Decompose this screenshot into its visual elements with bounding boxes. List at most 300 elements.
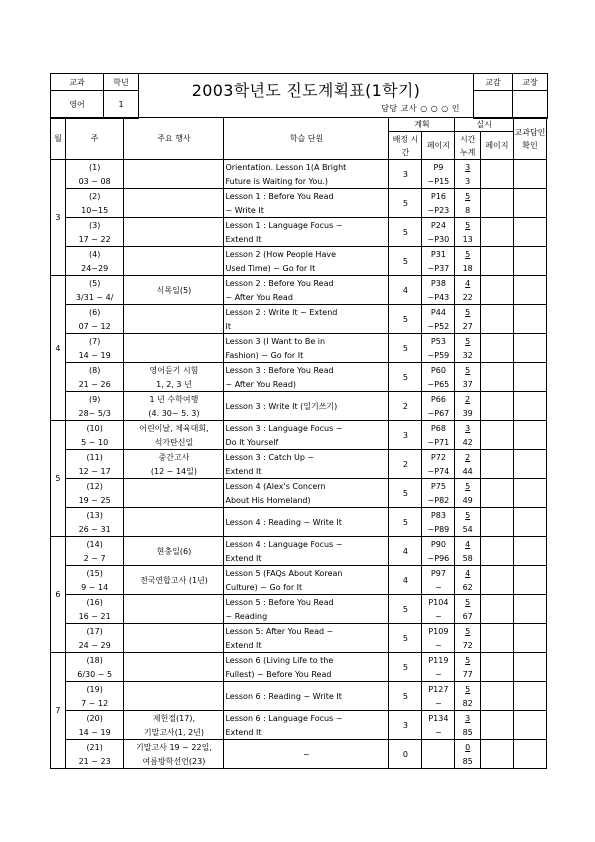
unit-line-1: Lesson 5 : Before You Read <box>224 595 389 610</box>
plan-page-start: P109 <box>422 624 455 639</box>
plan-hours: 2 <box>389 392 422 421</box>
actual-hours: 5 <box>455 218 481 233</box>
actual-hours: 3 <box>455 160 481 175</box>
week-number: (12) <box>65 479 124 494</box>
actual-hours: 5 <box>455 479 481 494</box>
week-number: (21) <box>65 740 124 755</box>
actual-hours: 5 <box>455 363 481 378</box>
plan-page-start: P127 <box>422 682 455 697</box>
plan-hours: 5 <box>389 653 422 682</box>
plan-page-end: ~ <box>422 725 455 740</box>
col-week: 주 <box>65 118 124 160</box>
plan-page-end: ~P43 <box>422 290 455 305</box>
plan-page-start: P24 <box>422 218 455 233</box>
plan-page-end: ~ <box>422 696 455 711</box>
plan-hours: 3 <box>389 711 422 740</box>
plan-hours: 3 <box>389 421 422 450</box>
unit-line-1: Lesson 5: After You Read ~ <box>224 624 389 639</box>
actual-page-cell <box>480 566 513 595</box>
actual-cumulative: 82 <box>455 696 481 711</box>
plan-hours: 5 <box>389 218 422 247</box>
actual-hours: 4 <box>455 537 481 552</box>
plan-page-end: ~ <box>422 580 455 595</box>
actual-hours: 2 <box>455 392 481 407</box>
event-cell <box>124 595 224 624</box>
plan-page-start: P16 <box>422 189 455 204</box>
week-dates: 6/30 ~ 5 <box>65 667 124 682</box>
actual-cumulative: 27 <box>455 319 481 334</box>
month-cell: 6 <box>51 537 66 653</box>
event-line-1: 중간고사 <box>124 450 224 465</box>
plan-page-start: P134 <box>422 711 455 726</box>
plan-page-end: ~P82 <box>422 493 455 508</box>
week-dates: 10~15 <box>65 203 124 218</box>
plan-page-start: P97 <box>422 566 455 581</box>
week-number: (1) <box>65 160 124 175</box>
week-row <box>51 566 547 581</box>
confirm-cell <box>513 711 546 740</box>
actual-page-cell <box>480 305 513 334</box>
actual-page-cell <box>480 624 513 653</box>
week-dates: 16 ~ 21 <box>65 609 124 624</box>
week-number: (13) <box>65 508 124 523</box>
actual-hours: 5 <box>455 508 481 523</box>
week-row-sub <box>51 377 547 392</box>
plan-page-start: P90 <box>422 537 455 552</box>
week-number: (4) <box>65 247 124 262</box>
unit-line-1: Lesson 1 : Language Focus ~ <box>224 218 389 233</box>
week-row <box>51 740 547 755</box>
event-line-1: 영어듣기 시험 <box>124 363 224 378</box>
principal-sign <box>513 91 548 119</box>
actual-page-cell <box>480 160 513 189</box>
event-cell <box>124 160 224 189</box>
week-number: (2) <box>65 189 124 204</box>
col-plan: 계획 <box>389 118 455 132</box>
confirm-cell <box>513 363 546 392</box>
week-number: (18) <box>65 653 124 668</box>
actual-hours: 5 <box>455 189 481 204</box>
actual-hours: 4 <box>455 566 481 581</box>
plan-hours: 4 <box>389 537 422 566</box>
actual-page-cell <box>480 247 513 276</box>
week-number: (7) <box>65 334 124 349</box>
plan-page-end: ~P65 <box>422 377 455 392</box>
unit-line-1: Lesson 2 (How People Have <box>224 247 389 262</box>
plan-hours: 5 <box>389 479 422 508</box>
col-actual-page: 페이지 <box>480 132 513 160</box>
teacher-line: 담당 교사 ○ ○ ○ 인 <box>381 104 460 113</box>
plan-hours: 5 <box>389 247 422 276</box>
week-number: (3) <box>65 218 124 233</box>
actual-hours: 5 <box>455 305 481 320</box>
actual-cumulative: 37 <box>455 377 481 392</box>
plan-hours: 5 <box>389 624 422 653</box>
event-line-2: 여름방학선언(23) <box>124 754 224 769</box>
unit-line-2: ~ After You Read <box>224 290 389 305</box>
plan-page-end: ~ <box>422 638 455 653</box>
actual-cumulative: 85 <box>455 725 481 740</box>
confirm-cell <box>513 392 546 421</box>
plan-page-end: ~P52 <box>422 319 455 334</box>
actual-cumulative: 62 <box>455 580 481 595</box>
week-dates: 17 ~ 22 <box>65 232 124 247</box>
plan-hours: 4 <box>389 276 422 305</box>
actual-hours: 5 <box>455 334 481 349</box>
event-cell <box>124 218 224 247</box>
week-dates: 28~ 5/3 <box>65 406 124 421</box>
event-cell: 현충일(6) <box>124 537 224 566</box>
month-cell: 7 <box>51 653 66 769</box>
plan-page-end: ~P96 <box>422 551 455 566</box>
week-number: (14) <box>65 537 124 552</box>
week-row <box>51 305 547 320</box>
week-row <box>51 711 547 726</box>
confirm-cell <box>513 595 546 624</box>
plan-page-start: P31 <box>422 247 455 262</box>
actual-cumulative: 67 <box>455 609 481 624</box>
plan-hours: 5 <box>389 189 422 218</box>
actual-page-cell <box>480 595 513 624</box>
col-actual: 실시 <box>455 118 514 132</box>
event-cell <box>124 247 224 276</box>
event-cell <box>124 305 224 334</box>
plan-page-end: ~P23 <box>422 203 455 218</box>
actual-cumulative: 77 <box>455 667 481 682</box>
unit-line-1: Lesson 2 : Before You Read <box>224 276 389 291</box>
actual-cumulative: 44 <box>455 464 481 479</box>
week-number: (8) <box>65 363 124 378</box>
actual-cumulative: 8 <box>455 203 481 218</box>
week-number: (11) <box>65 450 124 465</box>
week-dates: 21 ~ 23 <box>65 754 124 769</box>
col-unit: 학습 단원 <box>224 118 389 160</box>
plan-page-end: ~P37 <box>422 261 455 276</box>
week-row <box>51 276 547 291</box>
week-row <box>51 537 547 552</box>
event-cell <box>124 479 224 508</box>
week-row <box>51 653 547 668</box>
unit-line-2: Fullest) ~ Before You Read <box>224 667 389 682</box>
week-dates: 24 ~ 29 <box>65 638 124 653</box>
actual-page-cell <box>480 537 513 566</box>
week-row <box>51 624 547 639</box>
unit-line-1: Lesson 3 : Catch Up ~ <box>224 450 389 465</box>
plan-page-start <box>422 740 455 755</box>
actual-hours: 5 <box>455 595 481 610</box>
plan-hours: 2 <box>389 450 422 479</box>
grade-value: 1 <box>104 91 139 119</box>
confirm-cell <box>513 653 546 682</box>
actual-cumulative: 18 <box>455 261 481 276</box>
week-number: (15) <box>65 566 124 581</box>
event-cell <box>124 624 224 653</box>
col-plan-hours: 배정 시간 <box>389 132 422 160</box>
actual-cumulative: 85 <box>455 754 481 769</box>
week-row-sub <box>51 464 547 479</box>
grade-label: 학년 <box>104 74 139 91</box>
unit-cell: Lesson 4 : Reading ~ Write It <box>224 508 389 537</box>
actual-hours: 4 <box>455 276 481 291</box>
plan-page-start: P38 <box>422 276 455 291</box>
actual-cumulative: 42 <box>455 435 481 450</box>
col-events: 주요 행사 <box>124 118 224 160</box>
plan-page-start: P66 <box>422 392 455 407</box>
actual-cumulative: 49 <box>455 493 481 508</box>
plan-page-start: P44 <box>422 305 455 320</box>
actual-hours: 3 <box>455 711 481 726</box>
subject-label: 교과 <box>51 74 104 91</box>
unit-line-2: Extend It <box>224 725 389 740</box>
month-cell: 3 <box>51 160 66 276</box>
unit-line-2: Future is Waiting for You.) <box>224 174 389 189</box>
week-dates: 14 ~ 19 <box>65 725 124 740</box>
confirm-cell <box>513 450 546 479</box>
plan-page-start: P72 <box>422 450 455 465</box>
week-row <box>51 479 547 494</box>
plan-page-end: ~P15 <box>422 174 455 189</box>
header-table <box>50 73 548 119</box>
actual-page-cell <box>480 682 513 711</box>
unit-line-1: Orientation. Lesson 1(A Bright <box>224 160 389 175</box>
unit-line-1: Lesson 4 : Language Focus ~ <box>224 537 389 552</box>
week-dates: 9 ~ 14 <box>65 580 124 595</box>
unit-cell: Lesson 3 : Write It (일기쓰기) <box>224 392 389 421</box>
plan-page-end: ~P89 <box>422 522 455 537</box>
confirm-cell <box>513 537 546 566</box>
event-cell <box>124 682 224 711</box>
week-dates: 19 ~ 25 <box>65 493 124 508</box>
week-number: (10) <box>65 421 124 436</box>
week-row <box>51 421 547 436</box>
week-row <box>51 508 547 523</box>
actual-cumulative: 39 <box>455 406 481 421</box>
actual-page-cell <box>480 508 513 537</box>
unit-line-2: It <box>224 319 389 334</box>
plan-hours: 0 <box>389 740 422 769</box>
unit-cell: ~ <box>224 740 389 769</box>
week-row <box>51 160 547 175</box>
schedule-table <box>50 117 547 769</box>
confirm-cell <box>513 276 546 305</box>
actual-cumulative: 3 <box>455 174 481 189</box>
unit-line-1: Lesson 5 (FAQs About Korean <box>224 566 389 581</box>
supervisor-label: 교감 <box>474 74 513 91</box>
confirm-cell <box>513 334 546 363</box>
confirm-cell <box>513 479 546 508</box>
plan-page-start: P53 <box>422 334 455 349</box>
week-dates: 14 ~ 19 <box>65 348 124 363</box>
week-row <box>51 682 547 697</box>
actual-hours: 5 <box>455 247 481 262</box>
week-number: (16) <box>65 595 124 610</box>
week-row <box>51 247 547 262</box>
confirm-cell <box>513 740 546 769</box>
event-line-1: 기말고사 19 ~ 22일, <box>124 740 224 755</box>
principal-label: 교장 <box>513 74 548 91</box>
unit-line-2: About His Homeland) <box>224 493 389 508</box>
plan-page-end: ~P74 <box>422 464 455 479</box>
week-row <box>51 218 547 233</box>
plan-hours: 4 <box>389 566 422 595</box>
event-cell: 전국연합고사 (1년) <box>124 566 224 595</box>
unit-line-2: Extend It <box>224 232 389 247</box>
unit-line-1: Lesson 4 (Alex's Concern <box>224 479 389 494</box>
confirm-cell <box>513 305 546 334</box>
plan-page-end <box>422 754 455 769</box>
unit-line-2: Culture) ~ Go for It <box>224 580 389 595</box>
unit-line-1: Lesson 3 (I Want to Be in <box>224 334 389 349</box>
col-plan-page: 페이지 <box>422 132 455 160</box>
plan-page-start: P68 <box>422 421 455 436</box>
plan-hours: 3 <box>389 160 422 189</box>
unit-line-1: Lesson 3 : Language Focus ~ <box>224 421 389 436</box>
event-line-1: 1 년 수학여행 <box>124 392 224 407</box>
week-dates: 12 ~ 17 <box>65 464 124 479</box>
week-dates: 2 ~ 7 <box>65 551 124 566</box>
week-dates: 24~29 <box>65 261 124 276</box>
event-line-2: (12 ~ 14일) <box>124 464 224 479</box>
plan-hours: 5 <box>389 363 422 392</box>
week-dates: 7 ~ 12 <box>65 696 124 711</box>
actual-page-cell <box>480 479 513 508</box>
unit-line-2: Used Time) ~ Go for It <box>224 261 389 276</box>
week-dates: 07 ~ 12 <box>65 319 124 334</box>
actual-hours: 5 <box>455 624 481 639</box>
actual-hours: 3 <box>455 421 481 436</box>
week-dates: 3/31 ~ 4/ <box>65 290 124 305</box>
unit-line-2: ~ After You Read) <box>224 377 389 392</box>
event-line-2: 1, 2, 3 년 <box>124 377 224 392</box>
actual-cumulative: 32 <box>455 348 481 363</box>
plan-page-start: P119 <box>422 653 455 668</box>
event-cell <box>124 334 224 363</box>
plan-page-start: P83 <box>422 508 455 523</box>
week-dates: 21 ~ 26 <box>65 377 124 392</box>
actual-cumulative: 72 <box>455 638 481 653</box>
col-month: 월 <box>51 118 66 160</box>
plan-hours: 5 <box>389 305 422 334</box>
unit-line-1: Lesson 6 (Living Life to the <box>224 653 389 668</box>
week-number: (5) <box>65 276 124 291</box>
event-cell <box>124 653 224 682</box>
actual-cumulative: 22 <box>455 290 481 305</box>
unit-line-1: Lesson 3 : Before You Read <box>224 363 389 378</box>
actual-page-cell <box>480 711 513 740</box>
week-number: (19) <box>65 682 124 697</box>
confirm-cell <box>513 189 546 218</box>
confirm-cell <box>513 247 546 276</box>
week-number: (20) <box>65 711 124 726</box>
week-row <box>51 334 547 349</box>
unit-line-2: ~ Reading <box>224 609 389 624</box>
week-number: (6) <box>65 305 124 320</box>
actual-page-cell <box>480 189 513 218</box>
actual-cumulative: 54 <box>455 522 481 537</box>
plan-page-start: P9 <box>422 160 455 175</box>
actual-hours: 5 <box>455 682 481 697</box>
col-actual-hours: 시간 누계 <box>455 132 481 160</box>
col-confirm: 교과담인 확인 <box>513 118 546 160</box>
unit-line-1: Lesson 6 : Language Focus ~ <box>224 711 389 726</box>
week-number: (17) <box>65 624 124 639</box>
plan-page-end: ~ <box>422 667 455 682</box>
week-dates: 5 ~ 10 <box>65 435 124 450</box>
week-row-sub <box>51 435 547 450</box>
plan-hours: 5 <box>389 682 422 711</box>
week-row <box>51 595 547 610</box>
actual-cumulative: 13 <box>455 232 481 247</box>
supervisor-sign <box>474 91 513 119</box>
plan-page-start: P75 <box>422 479 455 494</box>
confirm-cell <box>513 160 546 189</box>
plan-page-start: P104 <box>422 595 455 610</box>
actual-page-cell <box>480 363 513 392</box>
month-cell: 5 <box>51 421 66 537</box>
actual-hours: 0 <box>455 740 481 755</box>
week-row <box>51 450 547 465</box>
confirm-cell <box>513 624 546 653</box>
event-line-1: 어린이날, 체육대회, <box>124 421 224 436</box>
week-dates: 03 ~ 08 <box>65 174 124 189</box>
event-cell <box>124 189 224 218</box>
confirm-cell <box>513 508 546 537</box>
actual-page-cell <box>480 740 513 769</box>
unit-line-2: Fashion) ~ Go for It <box>224 348 389 363</box>
week-row <box>51 392 547 407</box>
event-cell: 식목일(5) <box>124 276 224 305</box>
unit-line-2: Extend It <box>224 551 389 566</box>
plan-page-end: ~ <box>422 609 455 624</box>
page-title: 2003학년도 진도계획표(1학기) <box>139 74 474 119</box>
month-cell: 4 <box>51 276 66 421</box>
plan-page-end: ~P30 <box>422 232 455 247</box>
unit-line-2: Extend It <box>224 638 389 653</box>
actual-page-cell <box>480 276 513 305</box>
week-dates: 26 ~ 31 <box>65 522 124 537</box>
unit-line-2: Do It Yourself <box>224 435 389 450</box>
confirm-cell <box>513 218 546 247</box>
unit-cell: Lesson 6 : Reading ~ Write It <box>224 682 389 711</box>
actual-hours: 2 <box>455 450 481 465</box>
subject-value: 영어 <box>51 91 104 119</box>
week-row <box>51 189 547 204</box>
week-number: (9) <box>65 392 124 407</box>
actual-page-cell <box>480 392 513 421</box>
confirm-cell <box>513 682 546 711</box>
plan-hours: 5 <box>389 595 422 624</box>
week-row-sub <box>51 725 547 740</box>
plan-hours: 5 <box>389 508 422 537</box>
actual-page-cell <box>480 421 513 450</box>
confirm-cell <box>513 421 546 450</box>
event-line-2: (4. 30~ 5. 3) <box>124 406 224 421</box>
week-row <box>51 363 547 378</box>
unit-line-2: Extend It <box>224 464 389 479</box>
plan-page-start: P60 <box>422 363 455 378</box>
event-line-1: 제헌절(17), <box>124 711 224 726</box>
unit-line-1: Lesson 1 : Before You Read <box>224 189 389 204</box>
plan-page-end: ~P59 <box>422 348 455 363</box>
actual-page-cell <box>480 334 513 363</box>
unit-line-2: ~ Write It <box>224 203 389 218</box>
actual-page-cell <box>480 218 513 247</box>
confirm-cell <box>513 566 546 595</box>
unit-line-1: Lesson 2 : Write It ~ Extend <box>224 305 389 320</box>
plan-page-end: ~P71 <box>422 435 455 450</box>
event-line-2: 기말고사(1, 2년) <box>124 725 224 740</box>
event-line-2: 석가탄신일 <box>124 435 224 450</box>
